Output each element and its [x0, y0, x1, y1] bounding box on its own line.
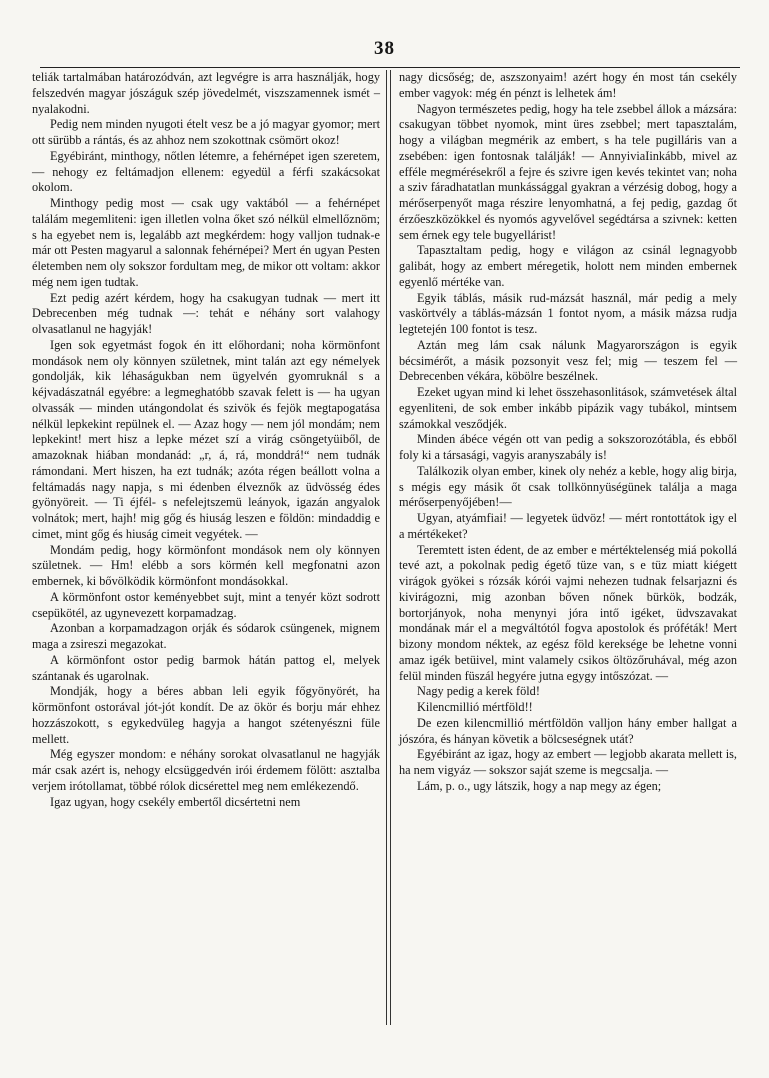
paragraph: De ezen kilencmillió mértföldön valljon hány ember hallgat a jószóra, és hányan követik a bölcseségnek utát? — [399, 715, 737, 746]
paragraph: Ezeket ugyan mind ki lehet összehasonlitások, számvetések által egyenliteni, de sok ember inkább pipázik vagy tubákol, mintsem számokkal vesződjék. — [399, 385, 737, 431]
column-divider — [386, 70, 387, 1025]
paragraph: Találkozik olyan ember, kinek oly nehéz a keble, hogy alig birja, s mégis egy másik őt csak tollkönnyüségünek találja a maga mérőserpenyőjében!— — [399, 463, 737, 510]
paragraph: Ezt pedig azért kérdem, hogy ha csakugyan tudnak — mert itt Debrecenben még tudnak —: tehát e néhány sort valahogy olvasatlanul ne hagyják! — [32, 290, 380, 336]
paragraph: A körmönfont ostor keményebbet sujt, mint a tenyér közt sodrott csepükötél, az ugynevezett korpamadzag. — [32, 589, 380, 620]
page-number: 38 — [374, 38, 395, 59]
paragraph: Egyébiránt az igaz, hogy az embert — legjobb akarata mellett is, ha nem vigyáz — sokszor saját szeme is megcsalja. — — [399, 747, 737, 777]
paragraph: Minthogy pedig most — csak ugy vaktából — a fehérnépet találám megemliteni: igen illetlen volna őket szó nélkül elmellőznöm; s ha egyebet nem is, legalább azt megkérdem: hogy valljon tudnak-e már ott Pesten magyarul a salonnak fehérnépei? Mert én ugyan Pesten életemben nem oly sokszor fordultam meg, de mikor ott voltam: akkor még nem igen tudtak. — [32, 196, 380, 289]
paragraph: nagy dicsőség; de, aszszonyaim! azért hogy én most tán csekély ember vagyok: még én pénzt is lelhetek ám! — [399, 70, 737, 100]
left-column — [32, 70, 380, 810]
paragraph: teliák tartalmában határozódván, azt legvégre is arra használják, hogy felszedvén magyar jószáguk szép jövedelmét, viszszamennek ismét – nyalakodni. — [32, 70, 380, 116]
paragraph: Aztán meg lám csak nálunk Magyarországon is egyik bécsimérőt, a másik pozsonyit vesz fel; mig — teszem fel — Debrecenben vékára, köbölre beszélnek. — [399, 337, 737, 384]
paragraph: Teremtett isten édent, de az ember e mértéktelenség miá pokollá tevé azt, a pokolnak pedig égető tüze van, s e tüz miatt kiégett virágok gyökei s rózsák kórói vajmi nehezen tudnak felsarjazni és kivirágozni, mig azonban bőven nőnek bürkök, bodzák, bortorjányok, noha menynyi jóra intő igéket, üdvszavakat mondának már el a megváltótól fogva apostolok és próféták! Mert bizony mondom néktek, az egész föld kereksége be lehetne vonni amaz igék betüivel, mint valamely csikos öltözőruhával, még azon felül minden füszál hegyére jutna egygy intőszózat. — — [399, 542, 737, 683]
paragraph: Ugyan, atyámfiai! — legyetek üdvöz! — mért rontottátok igy el a mértékeket? — [399, 511, 737, 541]
right-column — [399, 70, 737, 795]
paragraph: Még egyszer mondom: e néhány sorokat olvasatlanul ne hagyják már csak azért is, nehogy elcsüggedvén irói érdemem fölött: asztalba verjem irótollamat, többé rólok dicsérettel meg nem emlékezendő. — [32, 747, 380, 793]
paragraph: A körmönfont ostor pedig barmok hátán pattog el, melyek szántanak és ugarolnak. — [32, 652, 380, 683]
paragraph: Mondám pedig, hogy körmönfont mondások nem oly könnyen születnek. — Hm! elébb a sors körmén kell megfonatni azon embernek, ki bővölködik körmönfont mondásokkal. — [32, 542, 380, 588]
paragraph: Azonban a korpamadzagon orják és sódarok csüngenek, mignem maga a zsireszi megazokat. — [32, 621, 380, 651]
paragraph: Egyik táblás, másik rud-mázsát használ, már pedig a mely vaskörtvély a táblás-mázsán 1 fontot nyom, a másik mázsa rudja legtetején 100 fontot is tesz. — [399, 290, 737, 336]
paragraph: Igaz ugyan, hogy csekély embertől dicsértetni nem — [50, 794, 301, 809]
paragraph: Tapasztaltam pedig, hogy e világon az csinál legnagyobb galibát, hogy az embert méregetik, holott nem minden embernek egyenlő mértéke van. — [399, 243, 737, 289]
paragraph: Pedig nem minden nyugoti ételt vesz be a jó magyar gyomor; mert ott sürübb a rántás, és az ahhoz nem szokottnak csömört okoz! — [32, 117, 380, 147]
paragraph: Kilencmillió mértföld!! — [417, 700, 533, 714]
paragraph: Lám, p. o., ugy látszik, hogy a nap megy az égen; — [417, 778, 662, 793]
paragraph: Egyébiránt, minthogy, nőtlen létemre, a fehérnépet igen szeretem, — nehogy ez feltámadjon ellenem: egyedül a férfi szakácsokat okolom. — [32, 148, 380, 195]
paragraph: Igen sok egyetmást fogok én itt előhordani; noha körmönfont mondások nem oly könnyen születnek, mint talán azt egy némelyek gondolják, kik léhaságukban nem ügyelvén gyomruknál s a kéjvadászatnál egyébre: a legmeghatóbb szavak felett is — ha ugyan olvassák — minden utángondolat és szivök és fejök megtapogatása nélkül lepkekint repülnek el. — Azaz hogy — nem jól mondám; nem lepkekint! mert hisz a lepke mézet szí a virág csöngetyüiből, de amazoknak hiában mondanád: „r, á, rá, monddrá!“ nem tudnák rámondani. Mert hiszen, ha ezt tudnák; azóta régen beállott volna a feltámadás nagy napja, s mi édenben élveznők az üdvösség édes gyönyöreit. — Ti éjfél- s nefelejtszemü leányok, igazán angyalok volnátok; mert, hajh! mig gőg és hiuság leszen e földön: mindaddig e cimet, mint gőg és hiuság cimeit vegyétek. — — [32, 337, 380, 541]
paragraph: Minden ábéce végén ott van pedig a sokszorozótábla, és ebből foly ki a társasági, vagyis aranyszabály is! — [399, 432, 737, 462]
header-rule — [40, 67, 740, 68]
paragraph: Mondják, hogy a béres abban leli egyik főgyönyörét, ha körmönfont ostorával jót-jót kondít. De az ökör és borju már ehhez hozzászokott, s egykedvüleg hagyja a hangot szétenyészni füle mellett. — [32, 684, 380, 746]
column-divider — [390, 70, 391, 1025]
paragraph: Nagyon természetes pedig, hogy ha tele zsebbel állok a mázsára: csakugyan többet nyomok, mint üres zsebbel; mert tapasztalám, hogy a világban megmérik az embert, s ha tele pugilláris van a zsebében: igen fontosnak találják! — AnnyiviaIinkább, mivel az efféle megmérésekről a fejre és szivre igen kevés tekintet van; noha a sziv fáradhatatlan munkássággal gyakran a vérzésig dobog, hogy a mérőserpenyőt maga részire lenyomhatná, a fej pedig, gazdag őt érzőeszközökkel és nyomós agyvelővel segédtársa a szivnek: ketten sem érnek egy tele bugyellárist! — [399, 101, 737, 242]
paragraph: Nagy pedig a kerek föld! — [417, 684, 540, 699]
